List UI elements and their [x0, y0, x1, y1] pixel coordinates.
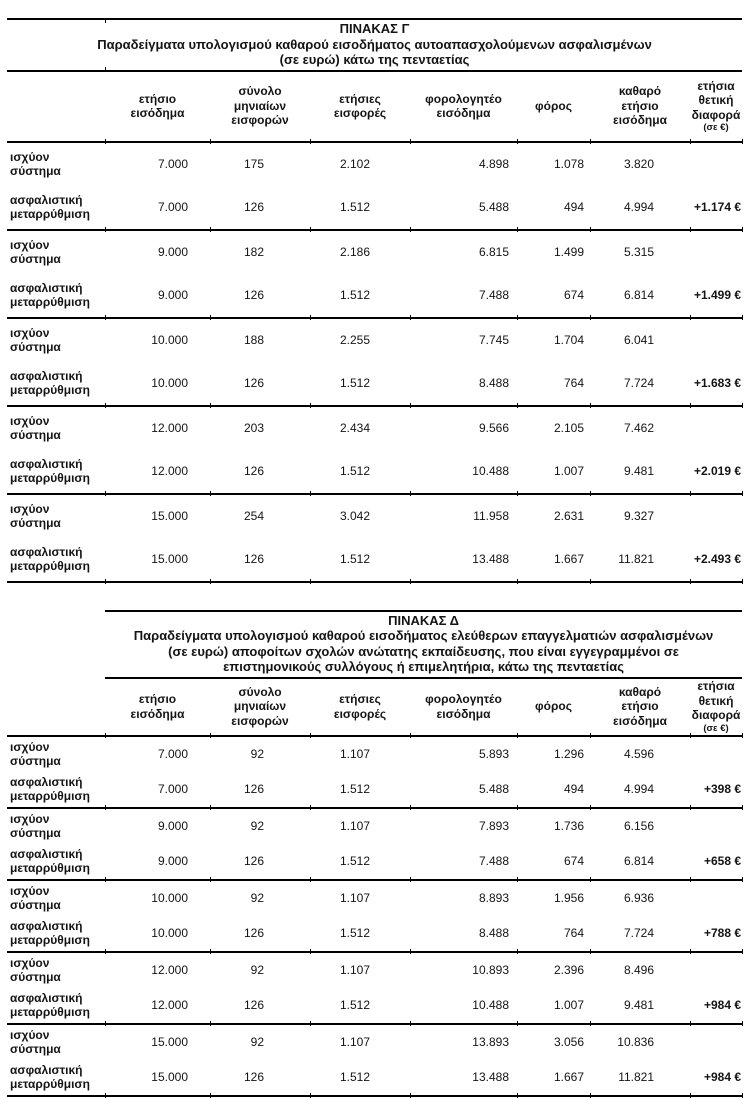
empty-cell: [7, 611, 105, 678]
value-cell: 11.821: [590, 1060, 690, 1096]
header-note: (σε €): [703, 722, 729, 734]
value-cell: 126: [210, 1060, 310, 1096]
empty-header-cell: [7, 678, 105, 736]
row-current-system: [7, 230, 742, 274]
table-title: ΠΙΝΑΚΑΣ Γ Παραδείγματα υπολογισμού καθαρού εισοδήματος αυτοαπασχολούμενων ασφαλισμένων (σε ευρώ) κάτω της πενταετίας: [7, 19, 742, 71]
row-label: ισχύον σύστημα: [10, 1028, 61, 1056]
value-cell: 175: [243, 157, 264, 171]
value-cell: 2.631: [553, 509, 584, 523]
diff-value-cell: [690, 494, 742, 538]
row-label: ισχύον σύστημα: [10, 150, 61, 178]
value-cell: 10.000: [151, 333, 188, 347]
value-cell: 92: [250, 1035, 264, 1049]
diff-value-cell: +984 €: [690, 1060, 742, 1096]
title-row: [7, 611, 742, 678]
value-cell: 188: [243, 333, 264, 347]
diff-value-cell: [690, 318, 742, 362]
value-cell: 10.488: [410, 450, 517, 494]
row-label: ασφαλιστική μεταρρύθμιση: [7, 1060, 105, 1096]
value-cell: 10.488: [410, 988, 517, 1024]
row-current-system: [7, 952, 742, 988]
value-cell: 1.078: [553, 157, 584, 171]
value-cell: 5.893: [478, 747, 509, 761]
value-cell: 8.488: [410, 362, 517, 406]
row-label: ασφαλιστική μεταρρύθμιση: [7, 844, 105, 880]
row-label: ισχύον σύστημα: [10, 740, 61, 768]
value-cell: 3.820: [623, 157, 654, 171]
diff-value-cell: [690, 406, 742, 450]
column-header-3: ετήσιες εισφορές: [310, 678, 410, 736]
value-cell: 6.936: [623, 891, 654, 905]
value-cell: 1.499: [553, 245, 584, 259]
value-cell: 3.056: [553, 1035, 584, 1049]
value-cell: 8.496: [623, 963, 654, 977]
value-cell: 126: [210, 988, 310, 1024]
header-row: [7, 71, 742, 142]
column-header-3: ετήσιες εισφορές: [310, 71, 410, 142]
value-cell: 9.000: [105, 844, 210, 880]
row-label: ασφαλιστική μεταρρύθμιση: [7, 274, 105, 318]
row-current-system: [7, 736, 742, 772]
value-cell: 10.000: [105, 916, 210, 952]
value-cell: 182: [243, 245, 264, 259]
value-cell: 126: [210, 186, 310, 230]
diff-value-cell: [690, 230, 742, 274]
value-cell: 126: [210, 538, 310, 582]
value-cell: 764: [517, 362, 590, 406]
value-cell: 9.481: [590, 988, 690, 1024]
diff-value-cell: +788 €: [690, 916, 742, 952]
title-row: [7, 19, 742, 71]
value-cell: 11.958: [473, 509, 509, 523]
value-cell: 13.893: [472, 1035, 509, 1049]
value-cell: 2.102: [339, 157, 370, 171]
value-cell: 10.000: [105, 362, 210, 406]
pinakas-d-table: [7, 610, 742, 1097]
value-cell: 92: [250, 891, 264, 905]
column-header-4: φορολογητέο εισόδημα: [410, 71, 517, 142]
row-current-system: [7, 406, 742, 450]
value-cell: 92: [250, 747, 264, 761]
value-cell: 1.512: [310, 1060, 410, 1096]
value-cell: 1.007: [517, 988, 590, 1024]
value-cell: 2.434: [339, 421, 370, 435]
value-cell: 7.724: [590, 362, 690, 406]
column-header-4: φορολογητέο εισόδημα: [410, 678, 517, 736]
value-cell: 126: [210, 450, 310, 494]
value-cell: 2.255: [339, 333, 370, 347]
row-reform: [7, 538, 742, 582]
row-reform: [7, 274, 742, 318]
value-cell: 15.000: [105, 1060, 210, 1096]
value-cell: 7.000: [105, 186, 210, 230]
diff-value-cell: +398 €: [690, 772, 742, 808]
row-label: ισχύον σύστημα: [10, 956, 61, 984]
row-reform: [7, 988, 742, 1024]
row-reform: [7, 186, 742, 230]
value-cell: 9.000: [157, 245, 188, 259]
diff-value-cell: [690, 736, 742, 772]
column-header-7: ετήσια θετική διαφορά (σε €): [690, 71, 742, 142]
value-cell: 4.994: [590, 186, 690, 230]
column-header-7: ετήσια θετική διαφορά (σε €): [691, 679, 741, 734]
diff-value-cell: +984 €: [690, 988, 742, 1024]
value-cell: 4.596: [623, 747, 654, 761]
header-row: [7, 678, 742, 736]
column-header-2: σύνολο μηνιαίων εισφορών: [210, 678, 310, 736]
value-cell: 9.000: [105, 274, 210, 318]
value-cell: 4.898: [478, 157, 509, 171]
value-cell: 6.041: [623, 333, 654, 347]
value-cell: 1.512: [310, 988, 410, 1024]
value-cell: 12.000: [105, 450, 210, 494]
row-label: ασφαλιστική μεταρρύθμιση: [7, 538, 105, 582]
value-cell: 126: [210, 362, 310, 406]
value-cell: 4.994: [590, 772, 690, 808]
value-cell: 9.481: [590, 450, 690, 494]
value-cell: 7.893: [478, 819, 509, 833]
diff-value-cell: +1.174 €: [690, 186, 742, 230]
value-cell: 6.156: [623, 819, 654, 833]
row-current-system: [7, 318, 742, 362]
value-cell: 15.000: [151, 509, 188, 523]
row-label: ισχύον σύστημα: [10, 812, 61, 840]
value-cell: 674: [517, 274, 590, 318]
value-cell: 13.488: [410, 538, 517, 582]
value-cell: 1.704: [553, 333, 584, 347]
value-cell: 1.667: [517, 538, 590, 582]
value-cell: 1.107: [339, 891, 370, 905]
row-label: ισχύον σύστημα: [10, 502, 61, 530]
value-cell: 1.512: [310, 274, 410, 318]
value-cell: 11.821: [590, 538, 690, 582]
value-cell: 1.512: [310, 186, 410, 230]
value-cell: 1.107: [339, 1035, 370, 1049]
value-cell: 10.000: [151, 891, 188, 905]
value-cell: 15.000: [151, 1035, 188, 1049]
value-cell: 7.488: [410, 274, 517, 318]
diff-value-cell: [690, 808, 742, 844]
row-current-system: [7, 808, 742, 844]
diff-value-cell: +1.683 €: [690, 362, 742, 406]
row-label: ασφαλιστική μεταρρύθμιση: [7, 450, 105, 494]
diff-value-cell: [690, 1024, 742, 1060]
row-current-system: [7, 494, 742, 538]
value-cell: 3.042: [339, 509, 370, 523]
column-header-2: σύνολο μηνιαίων εισφορών: [210, 71, 310, 142]
value-cell: 9.327: [623, 509, 654, 523]
value-cell: 92: [250, 963, 264, 977]
value-cell: 7.745: [478, 333, 509, 347]
value-cell: 1.667: [517, 1060, 590, 1096]
row-label: ισχύον σύστημα: [10, 238, 61, 266]
value-cell: 2.396: [553, 963, 584, 977]
column-header-1: ετήσιο εισόδημα: [105, 678, 210, 736]
value-cell: 126: [210, 274, 310, 318]
value-cell: 7.000: [157, 157, 188, 171]
row-reform: [7, 844, 742, 880]
value-cell: 1.107: [339, 963, 370, 977]
row-label: ασφαλιστική μεταρρύθμιση: [7, 988, 105, 1024]
value-cell: 7.462: [623, 421, 654, 435]
diff-value-cell: +1.499 €: [690, 274, 742, 318]
diff-value-cell: +2.493 €: [690, 538, 742, 582]
value-cell: 92: [250, 819, 264, 833]
table-gap: [7, 583, 742, 610]
header-note: (σε €): [703, 122, 729, 134]
row-reform: [7, 772, 742, 808]
value-cell: 5.315: [623, 245, 654, 259]
row-current-system: [7, 142, 742, 186]
column-header-6: καθαρό ετήσιο εισόδημα: [590, 71, 690, 142]
value-cell: 8.893: [478, 891, 509, 905]
row-label: ασφαλιστική μεταρρύθμιση: [7, 186, 105, 230]
value-cell: 2.186: [339, 245, 370, 259]
diff-value-cell: [690, 880, 742, 916]
row-reform: [7, 450, 742, 494]
diff-value-cell: [690, 142, 742, 186]
value-cell: 126: [210, 772, 310, 808]
row-label: ισχύον σύστημα: [10, 326, 61, 354]
value-cell: 7.000: [105, 772, 210, 808]
value-cell: 764: [517, 916, 590, 952]
value-cell: 1.296: [553, 747, 584, 761]
value-cell: 9.566: [478, 421, 509, 435]
row-label: ισχύον σύστημα: [10, 884, 61, 912]
value-cell: 1.512: [310, 916, 410, 952]
value-cell: 254: [243, 509, 264, 523]
row-current-system: [7, 1024, 742, 1060]
value-cell: 1.512: [310, 844, 410, 880]
value-cell: 6.815: [478, 245, 509, 259]
row-label: ασφαλιστική μεταρρύθμιση: [7, 916, 105, 952]
value-cell: 494: [517, 772, 590, 808]
table-title: ΠΙΝΑΚΑΣ Δ Παραδείγματα υπολογισμού καθαρού εισοδήματος ελεύθερων επαγγελματιών ασφαλισμένων (σε ευρώ) αποφοίτων σχολών ανώτατης εκπαίδευσης, που είναι εγγεγραμμένοι σε επιστημονικούς συλλόγους ή επιμελητήρια, κάτω της πενταετίας: [105, 611, 742, 678]
column-header-1: ετήσιο εισόδημα: [105, 71, 210, 142]
value-cell: 6.814: [590, 844, 690, 880]
column-header-5: φόρος: [517, 71, 590, 142]
value-cell: 203: [243, 421, 264, 435]
value-cell: 1.512: [310, 362, 410, 406]
column-header-5: φόρος: [517, 678, 590, 736]
value-cell: 126: [210, 844, 310, 880]
column-header-6: καθαρό ετήσιο εισόδημα: [590, 678, 690, 736]
row-label: ασφαλιστική μεταρρύθμιση: [7, 772, 105, 808]
value-cell: 15.000: [105, 538, 210, 582]
row-reform: [7, 1060, 742, 1096]
row-reform: [7, 916, 742, 952]
value-cell: 12.000: [151, 963, 188, 977]
value-cell: 2.105: [553, 421, 584, 435]
value-cell: 7.488: [410, 844, 517, 880]
diff-value-cell: +658 €: [690, 844, 742, 880]
value-cell: 12.000: [151, 421, 188, 435]
pinakas-c-table: [7, 18, 742, 583]
value-cell: 8.488: [410, 916, 517, 952]
value-cell: 1.512: [310, 538, 410, 582]
value-cell: 10.836: [617, 1035, 654, 1049]
value-cell: 1.107: [339, 747, 370, 761]
value-cell: 1.512: [310, 450, 410, 494]
value-cell: 1.736: [553, 819, 584, 833]
value-cell: 5.488: [410, 772, 517, 808]
value-cell: 1.956: [553, 891, 584, 905]
value-cell: 1.107: [339, 819, 370, 833]
empty-header-cell: [7, 71, 105, 142]
value-cell: 13.488: [410, 1060, 517, 1096]
value-cell: 1.512: [310, 772, 410, 808]
value-cell: 6.814: [590, 274, 690, 318]
row-current-system: [7, 880, 742, 916]
value-cell: 1.007: [517, 450, 590, 494]
value-cell: 10.893: [472, 963, 509, 977]
value-cell: 674: [517, 844, 590, 880]
value-cell: 7.000: [157, 747, 188, 761]
row-label: ισχύον σύστημα: [10, 414, 61, 442]
value-cell: 7.724: [590, 916, 690, 952]
value-cell: 9.000: [157, 819, 188, 833]
row-label: ασφαλιστική μεταρρύθμιση: [7, 362, 105, 406]
value-cell: 12.000: [105, 988, 210, 1024]
diff-value-cell: +2.019 €: [690, 450, 742, 494]
value-cell: 494: [517, 186, 590, 230]
diff-value-cell: [690, 952, 742, 988]
row-reform: [7, 362, 742, 406]
value-cell: 126: [210, 916, 310, 952]
value-cell: 5.488: [410, 186, 517, 230]
